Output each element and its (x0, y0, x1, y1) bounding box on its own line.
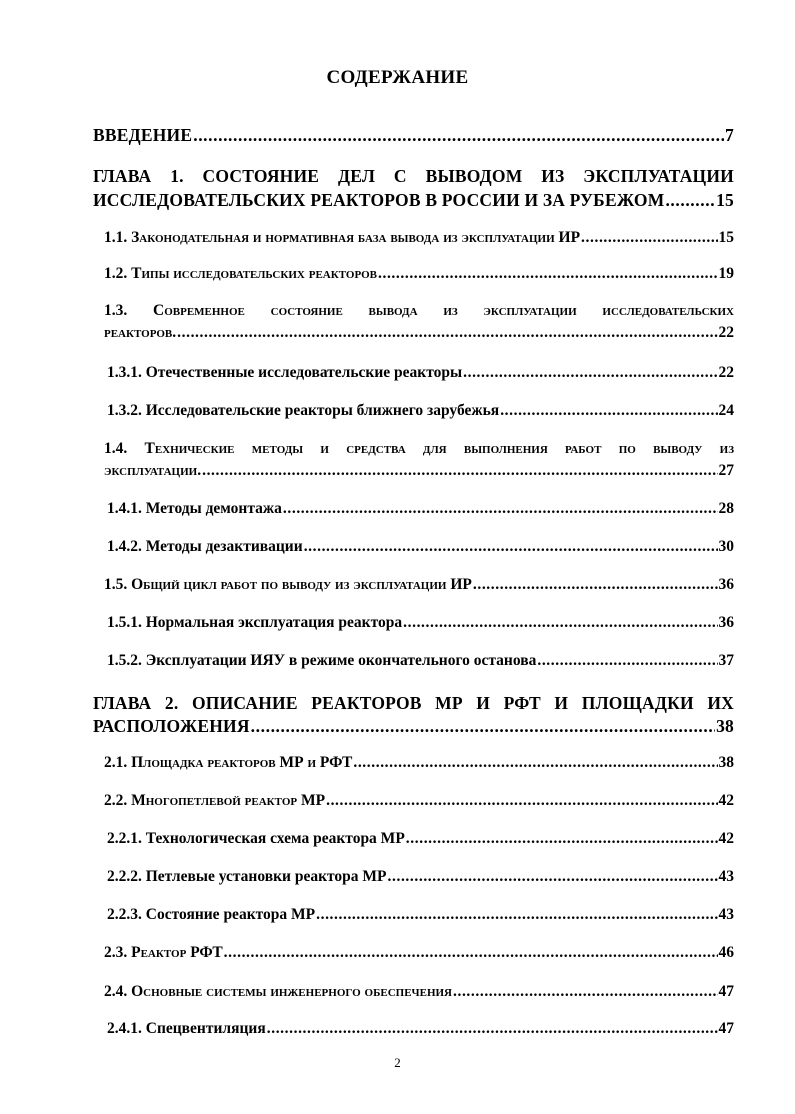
toc-section-1-2[interactable] (104, 265, 734, 283)
toc-section-1-4-line1[interactable]: 1.4. Технические методы и средства для выполнения работ по выводу из (104, 440, 734, 457)
toc-page-number: 42 (718, 792, 734, 809)
page-number: 2 (394, 1055, 401, 1070)
toc-page-number: 27 (718, 462, 734, 479)
toc-page-number: 7 (725, 125, 734, 145)
toc-dot-leader (202, 462, 717, 480)
toc-entry-title: 1.4.2. Методы дезактивации (107, 538, 303, 555)
toc-page-number: 36 (718, 576, 734, 593)
toc-dot-leader (283, 500, 718, 518)
toc-dot-leader (665, 190, 715, 211)
toc-dot-leader (388, 868, 718, 886)
toc-dot-leader (463, 364, 717, 382)
toc-entry-title: 2.2.3. Состояние реактора МР (107, 906, 316, 923)
toc-entry-title: 1.4.1. Методы демонтажа (107, 500, 282, 517)
toc-entry-title: 2.1. Площадка реакторов МР и РФТ (104, 754, 353, 771)
toc-entry-title: ВВЕДЕНИЕ (93, 125, 193, 145)
toc-section-1-3[interactable] (104, 324, 734, 342)
toc-entry-title: 2.3. Реактор РФТ (104, 944, 223, 961)
toc-dot-leader (177, 324, 717, 342)
toc-dot-leader (304, 538, 718, 556)
toc-page-number: 42 (718, 830, 734, 847)
toc-dot-leader (316, 906, 717, 924)
toc-entry-title: 1.5.1. Нормальная эксплуатация реактора (107, 614, 403, 631)
toc-section-1-1[interactable] (104, 229, 734, 247)
toc-dot-leader (453, 983, 718, 1001)
toc-entry-title: 2.2.1. Технологическая схема реактора МР (107, 830, 405, 847)
toc-page-number: 15 (716, 190, 734, 210)
toc-entry-title: 2.4. Основные системы инженерного обеспечения (104, 983, 452, 1000)
toc-section-2-1[interactable] (104, 754, 734, 772)
toc-section-2-3[interactable] (104, 944, 734, 962)
toc-entry-title: 2.4.1. Спецвентиляция (107, 1020, 266, 1037)
page-title: СОДЕРЖАНИЕ (326, 67, 469, 88)
toc-entry-title: эксплуатации. (104, 462, 202, 479)
toc-dot-leader (537, 652, 717, 670)
toc-page-number: 38 (716, 716, 734, 736)
toc-subsection-2-2-3[interactable] (107, 906, 734, 924)
toc-entry-title: 1.5. Общий цикл работ по выводу из эксплуатации ИР (104, 576, 472, 593)
toc-subsection-1-4-1[interactable] (107, 500, 734, 518)
toc-page-number: 22 (718, 324, 734, 341)
toc-dot-leader (193, 125, 724, 146)
toc-section-2-4[interactable] (104, 983, 734, 1001)
toc-entry-title: ИССЛЕДОВАТЕЛЬСКИХ РЕАКТОРОВ В РОССИИ И ЗА РУБЕЖОМ (93, 190, 665, 210)
toc-entry-intro[interactable] (93, 125, 734, 146)
toc-page-number: 38 (718, 754, 734, 771)
toc-subsection-2-2-2[interactable] (107, 868, 734, 886)
toc-subsection-1-5-2[interactable] (107, 652, 734, 670)
toc-chapter-1-line1[interactable]: ГЛАВА 1. СОСТОЯНИЕ ДЕЛ С ВЫВОДОМ ИЗ ЭКСПЛУАТАЦИИ (93, 166, 734, 186)
toc-page-number: 43 (718, 906, 734, 923)
toc-page-number: 43 (718, 868, 734, 885)
toc-page-number: 46 (718, 944, 734, 961)
toc-entry-title: РАСПОЛОЖЕНИЯ (93, 716, 250, 736)
toc-dot-leader (403, 614, 717, 632)
toc-section-2-2[interactable] (104, 792, 734, 810)
toc-dot-leader (581, 229, 717, 247)
toc-page-number: 47 (718, 1020, 734, 1037)
toc-page-number: 24 (718, 402, 734, 419)
toc-page-number: 19 (718, 265, 734, 282)
toc-dot-leader (251, 716, 715, 737)
toc-entry-title: 1.3.1. Отечественные исследовательские реакторы (107, 364, 463, 381)
toc-dot-leader (267, 1020, 718, 1038)
toc-section-1-3-line1[interactable]: 1.3. Современное состояние вывода из эксплуатации исследовательских (104, 302, 734, 319)
toc-chapter-1[interactable] (93, 190, 734, 211)
toc-page-number: 37 (718, 652, 734, 669)
toc-entry-title: 2.2. Многопетлевой реактор МР (104, 792, 326, 809)
toc-dot-leader (224, 944, 718, 962)
toc-page-number: 30 (718, 538, 734, 555)
toc-page-number: 36 (718, 614, 734, 631)
toc-entry-title: 1.3.2. Исследовательские реакторы ближнего зарубежья (107, 402, 500, 419)
toc-entry-title: 1.2. Типы исследовательских реакторов (104, 265, 377, 282)
toc-entry-title: 1.5.2. Эксплуатации ИЯУ в режиме окончательного останова (107, 652, 537, 669)
toc-dot-leader (473, 576, 718, 594)
toc-dot-leader (378, 265, 718, 283)
toc-dot-leader (406, 830, 718, 848)
toc-subsection-1-5-1[interactable] (107, 614, 734, 632)
toc-chapter-2-line1[interactable]: ГЛАВА 2. ОПИСАНИЕ РЕАКТОРОВ МР И РФТ И ПЛОЩАДКИ ИХ (93, 693, 734, 713)
toc-dot-leader (353, 754, 717, 772)
toc-subsection-1-4-2[interactable] (107, 538, 734, 556)
toc-page-number: 47 (718, 983, 734, 1000)
toc-entry-title: реакторов. (104, 324, 177, 341)
toc-entry-title: 2.2.2. Петлевые установки реактора МР (107, 868, 387, 885)
toc-page-number: 15 (718, 229, 734, 246)
toc-dot-leader (500, 402, 717, 420)
toc-chapter-2[interactable] (93, 716, 734, 737)
toc-entry-title: 1.1. Законодательная и нормативная база вывода из эксплуатации ИР (104, 229, 581, 246)
toc-subsection-1-3-2[interactable] (107, 402, 734, 420)
toc-page-number: 22 (718, 364, 734, 381)
toc-section-1-5[interactable] (104, 576, 734, 594)
toc-subsection-2-4-1[interactable] (107, 1020, 734, 1038)
toc-dot-leader (326, 792, 717, 810)
toc-subsection-2-2-1[interactable] (107, 830, 734, 848)
toc-page-number: 28 (718, 500, 734, 517)
toc-section-1-4[interactable] (104, 462, 734, 480)
toc-subsection-1-3-1[interactable] (107, 364, 734, 382)
